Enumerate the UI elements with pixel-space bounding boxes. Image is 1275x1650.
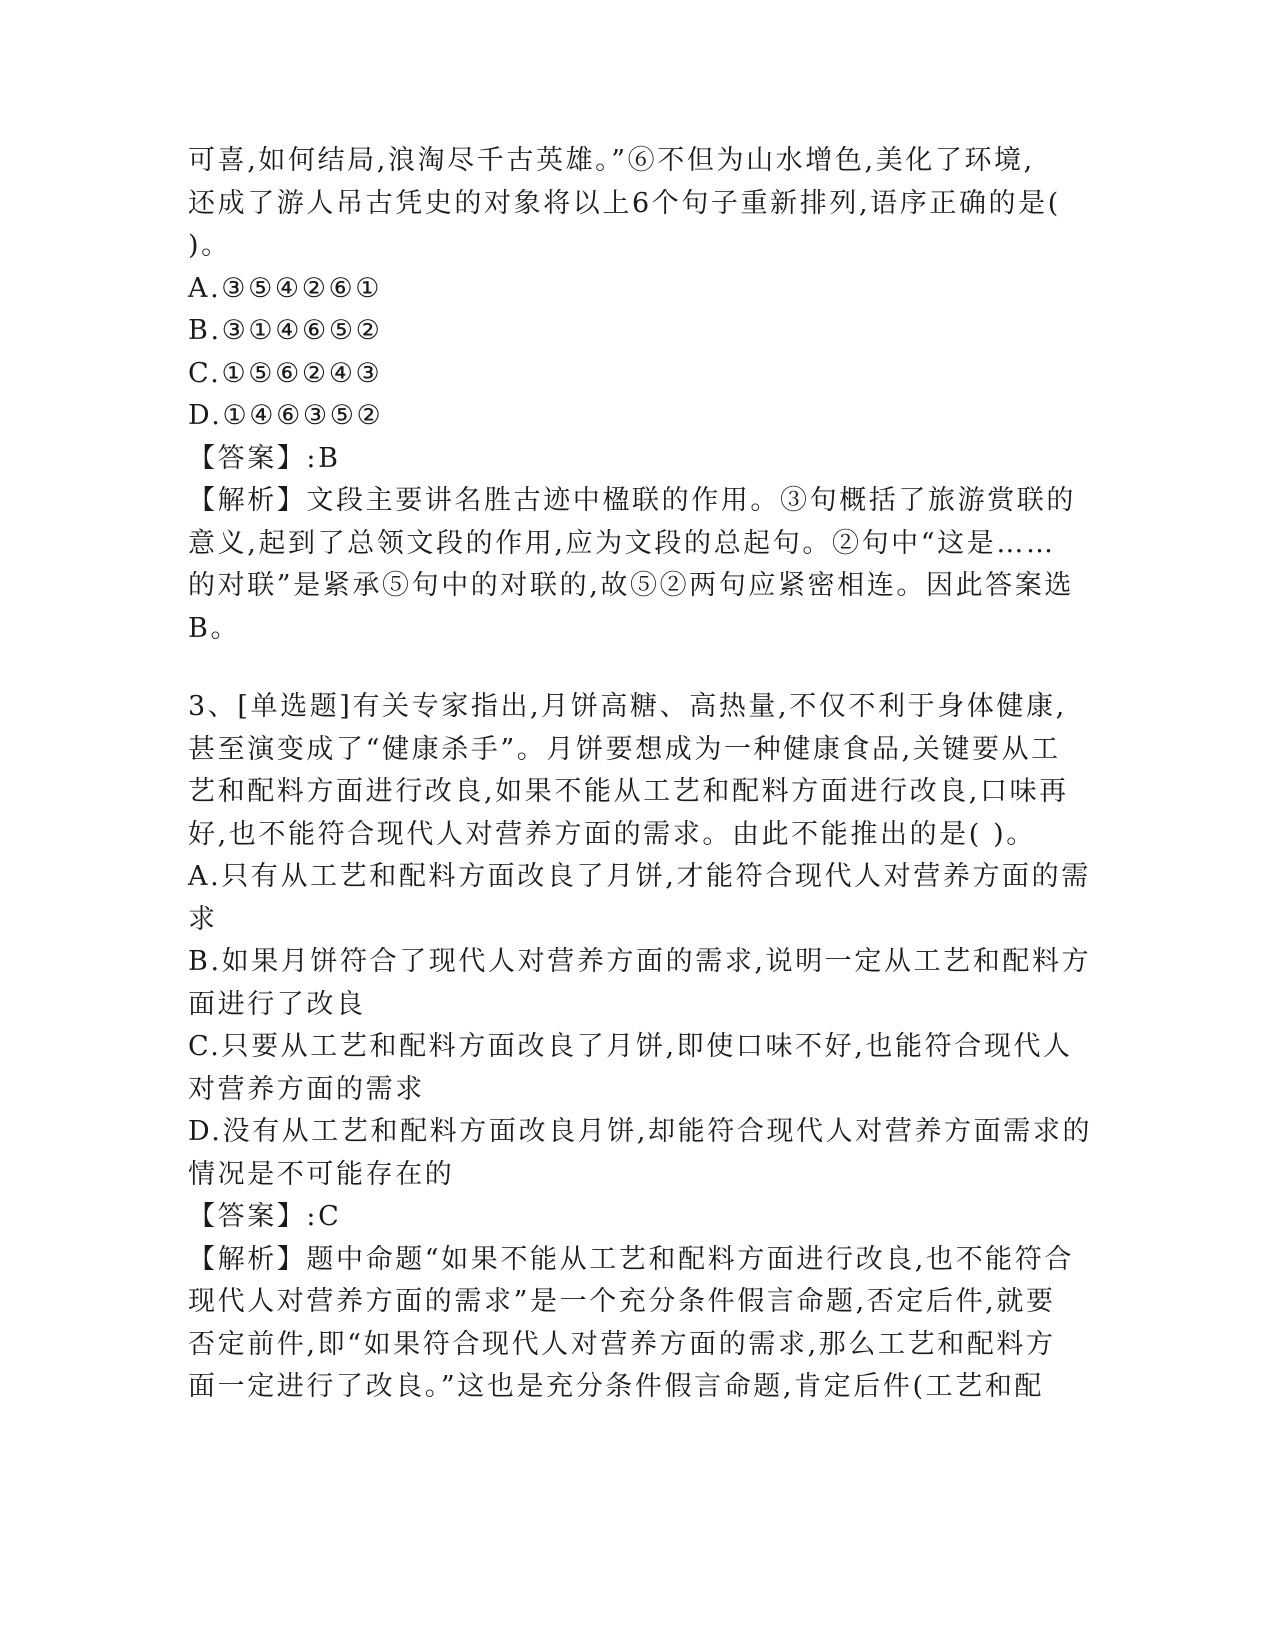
option-b: [188, 941, 1092, 1026]
question-2-analysis: [188, 480, 1088, 650]
option-c: C.①⑤⑥②④③: [188, 357, 383, 389]
question-2-answer: 【答案】:B: [188, 442, 341, 474]
stem-line: 艺和配料方面进行改良,如果不能从工艺和配料方面进行改良,口味再: [188, 776, 1069, 807]
stem-line: )。: [188, 230, 231, 261]
option-d: D.①④⑥③⑤②: [188, 400, 384, 431]
analysis-line: 【解析】题中命题“如果不能从工艺和配料方面进行改良,也不能符合: [188, 1243, 1074, 1275]
spacer: [188, 650, 1088, 686]
stem-line: 好,也不能符合现代人对营养方面的需求。由此不能推出的是( )。: [188, 818, 1036, 850]
stem-line: 甚至演变成了“健康杀手”。月饼要想成为一种健康食品,关键要从工: [188, 733, 1061, 765]
stem-line: 还成了游人吊古凭史的对象将以上6个句子重新排列,语序正确的是(: [188, 187, 1061, 219]
option-line: D.没有从工艺和配料方面改良月饼,却能符合现代人对营养方面需求的: [188, 1116, 1093, 1147]
option-line: A.只有从工艺和配料方面改良了月饼,才能符合现代人对营养方面的需: [188, 861, 1091, 892]
option-a: A.③⑤④②⑥①: [188, 272, 383, 304]
option-a: [188, 856, 1091, 941]
analysis-line: 否定前件,即“如果符合现代人对营养方面的需求,那么工艺和配料方: [188, 1328, 1056, 1360]
stem-line: 可喜,如何结局,浪淘尽千古英雄。”⑥不但为山水增色,美化了环境,: [188, 145, 1035, 176]
analysis-line: 面一定进行了改良。”这也是充分条件假言命题,肯定后件(工艺和配: [188, 1371, 1045, 1402]
question-3-options: [188, 856, 1093, 1196]
option-line: 面进行了改良: [188, 988, 366, 1020]
option-line: C.只要从工艺和配料方面改良了月饼,即使口味不好,也能符合现代人: [188, 1031, 1073, 1062]
analysis-line: 的对联”是紧承⑤句中的对联的,故⑤②两句应紧密相连。因此答案选: [188, 570, 1074, 601]
option-line: B.如果月饼符合了现代人对营养方面的需求,说明一定从工艺和配料方: [188, 946, 1092, 977]
question-3-stem: [188, 686, 1088, 856]
option-c: [188, 1026, 1088, 1111]
analysis-line: 意义,起到了总领文段的作用,应为文段的总起句。②句中“这是……: [188, 527, 1056, 559]
analysis-line: 【解析】文段主要讲名胜古迹中楹联的作用。③句概括了旅游赏联的: [188, 485, 1076, 516]
option-line: 求: [188, 903, 218, 935]
stem-line: 3、[单选题]有关专家指出,月饼高糖、高热量,不仅不利于身体健康,: [188, 691, 1067, 722]
question-3-analysis: [188, 1239, 1088, 1409]
option-line: 对营养方面的需求: [188, 1073, 425, 1105]
question-2-options: [188, 268, 1088, 438]
question-2-stem: [188, 140, 1088, 268]
document-page: [188, 140, 1093, 1409]
option-line: 情况是不可能存在的: [188, 1158, 455, 1190]
analysis-line: 现代人对营养方面的需求”是一个充分条件假言命题,否定后件,就要: [188, 1286, 1056, 1317]
analysis-line: B。: [188, 612, 241, 644]
option-b: B.③①④⑥⑤②: [188, 315, 383, 346]
option-d: [188, 1111, 1093, 1196]
question-3-answer: 【答案】:C: [188, 1201, 342, 1232]
